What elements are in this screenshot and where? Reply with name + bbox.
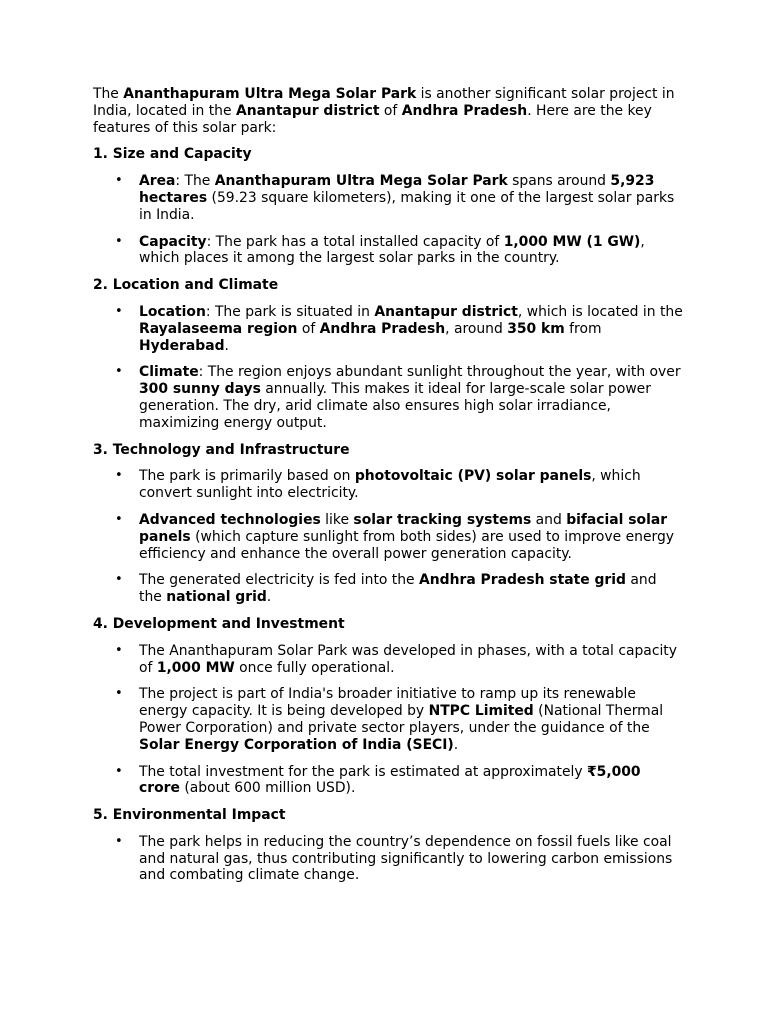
document-sections: [93, 146, 683, 884]
text-run: The park is primarily based on: [139, 468, 355, 485]
bold-term: ₹5,000 crore: [139, 763, 641, 797]
section: [93, 807, 683, 884]
text-run: like: [320, 511, 354, 528]
bullet-item: [139, 364, 683, 431]
section-heading: 5. Environmental Impact: [93, 807, 286, 824]
text-run: of: [297, 320, 320, 337]
bold-term: bifacial solar panels: [139, 511, 668, 545]
bullet-list: [93, 468, 683, 606]
text-run: and: [531, 511, 567, 528]
text-run: is another significant solar project in India, located in the: [93, 86, 675, 119]
text-run: . Here are the key features of this solar park:: [93, 102, 652, 136]
bold-term: photovoltaic (PV) solar panels: [354, 468, 592, 485]
text-run: , around: [445, 320, 508, 337]
text-run: .: [453, 736, 459, 753]
bold-term: 300 sunny days: [139, 381, 261, 398]
text-run: (59.23 square kilometers), making it one of the largest solar parks in India.: [139, 189, 675, 223]
text-run: (which capture sunlight from both sides) are used to improve energy efficiency and enhance the overall power generation capacity.: [139, 528, 675, 562]
bold-term: Ananthapuram Ultra Mega Solar Park: [123, 86, 417, 102]
bold-term: solar tracking systems: [353, 511, 532, 528]
text-run: , which convert sunlight into electricity.: [139, 468, 641, 502]
bullet-item: [139, 304, 683, 354]
text-run: from: [564, 320, 602, 337]
bold-term: Andhra Pradesh: [401, 102, 528, 119]
text-run: annually. This makes it ideal for large-scale solar power generation. The dry, arid climate also ensures high solar irradiance, maximizing energy output.: [139, 381, 651, 431]
text-run: : The park has a total installed capacity of: [206, 233, 504, 250]
text-run: .: [224, 337, 229, 354]
section-heading: 3. Technology and Infrastructure: [93, 441, 350, 458]
text-run: The total investment for the park is estimated at approximately: [139, 763, 587, 780]
bullet-list: [93, 173, 683, 267]
bullet-item: [139, 512, 683, 562]
bold-term: national grid: [166, 589, 267, 606]
bold-term: Climate: [139, 364, 199, 381]
section-heading: 2. Location and Climate: [93, 277, 279, 294]
bold-term: Advanced technologies: [139, 511, 321, 528]
bold-term: Ananthapuram Ultra Mega Solar Park: [214, 173, 508, 190]
bullet-list: [93, 304, 683, 432]
text-run: spans around: [507, 173, 611, 190]
text-run: The project is part of India's broader initiative to ramp up its renewable energy capacity. It is being developed by: [139, 686, 636, 720]
text-run: The Ananthapuram Solar Park was developed in phases, with a total capacity of: [139, 642, 677, 676]
bold-term: Anantapur district: [374, 303, 518, 320]
bullet-item: [139, 834, 683, 884]
bullet-item: [139, 173, 683, 223]
bold-term: Capacity: [139, 233, 207, 250]
section-heading: 4. Development and Investment: [93, 615, 345, 632]
bold-term: Rayalaseema region: [139, 320, 298, 337]
document-page: [93, 86, 683, 894]
section: [93, 277, 683, 431]
bullet-item: [139, 234, 683, 268]
bold-term: Solar Energy Corporation of India (SECI): [139, 736, 454, 753]
bold-term: Andhra Pradesh: [319, 320, 446, 337]
section: [93, 616, 683, 797]
text-run: (National Thermal Power Corporation) and private sector players, under the guidance of the: [139, 703, 664, 736]
bullet-item: [139, 468, 683, 502]
bold-term: 5,923 hectares: [139, 173, 655, 206]
text-run: : The: [175, 173, 215, 190]
bold-term: Anantapur district: [235, 102, 380, 119]
bold-term: 1,000 MW (1 GW): [503, 233, 641, 250]
bold-term: Area: [139, 173, 176, 190]
intro-paragraph: [93, 86, 683, 136]
text-run: : The park is situated in: [205, 303, 375, 320]
text-run: The: [93, 86, 124, 102]
bullet-item: [139, 764, 683, 798]
bullet-list: [93, 643, 683, 797]
text-run: of: [379, 102, 402, 119]
bold-term: Location: [139, 303, 206, 320]
text-run: , which places it among the largest solar parks in the country.: [139, 233, 645, 267]
bullet-list: [93, 834, 683, 884]
section-heading: 1. Size and Capacity: [93, 146, 252, 163]
bullet-item: [139, 643, 683, 677]
text-run: (about 600 million USD).: [179, 780, 356, 797]
text-run: The generated electricity is fed into the: [139, 572, 420, 589]
text-run: : The region enjoys abundant sunlight throughout the year, with over: [198, 364, 681, 381]
section: [93, 146, 683, 267]
bold-term: 1,000 MW: [156, 659, 235, 676]
text-run: , which is located in the: [517, 303, 683, 320]
bullet-item: [139, 686, 683, 753]
text-run: .: [266, 589, 272, 606]
bold-term: NTPC Limited: [428, 703, 534, 720]
bold-term: Hyderabad: [139, 337, 225, 354]
text-run: and the: [139, 572, 657, 606]
bold-term: Andhra Pradesh state grid: [419, 572, 626, 589]
bold-term: 350 km: [507, 320, 565, 337]
bullet-item: [139, 572, 683, 606]
text-run: The park helps in reducing the country’s dependence on fossil fuels like coal and natural gas, thus contributing significantly to lowering carbon emissions and combating climate change.: [139, 833, 673, 884]
text-run: once fully operational.: [234, 659, 395, 676]
section: [93, 442, 683, 606]
